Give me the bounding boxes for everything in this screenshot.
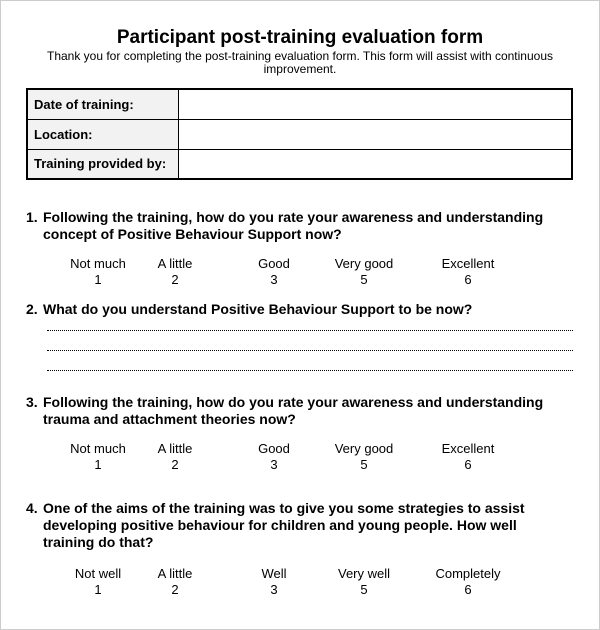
rating-option[interactable] bbox=[130, 441, 220, 473]
question-number: 4. bbox=[26, 500, 38, 516]
rating-label: Very good bbox=[334, 441, 394, 456]
date-field[interactable] bbox=[178, 89, 572, 119]
rating-value: 6 bbox=[464, 582, 472, 597]
rating-option[interactable] bbox=[319, 566, 409, 598]
rating-option[interactable] bbox=[130, 566, 220, 598]
table-row bbox=[27, 89, 572, 119]
rating-value: 5 bbox=[360, 457, 368, 472]
rating-option[interactable] bbox=[423, 256, 513, 288]
rating-value: 2 bbox=[171, 582, 179, 597]
answer-line[interactable] bbox=[47, 370, 573, 371]
rating-label: Excellent bbox=[441, 441, 495, 456]
rating-option[interactable] bbox=[423, 566, 513, 598]
provider-field[interactable] bbox=[178, 149, 572, 179]
rating-value: 3 bbox=[270, 582, 278, 597]
date-label: Date of training: bbox=[27, 89, 178, 119]
rating-option[interactable] bbox=[319, 441, 409, 473]
question-text: One of the aims of the training was to give you some strategies to assist developing positive behaviour for children and young people. How well training do that? bbox=[43, 500, 525, 550]
rating-label: A little bbox=[157, 566, 193, 581]
rating-label: Very good bbox=[334, 256, 394, 271]
rating-option[interactable] bbox=[130, 256, 220, 288]
rating-label: A little bbox=[157, 441, 193, 456]
rating-option[interactable] bbox=[319, 256, 409, 288]
rating-label: A little bbox=[157, 256, 193, 271]
rating-value: 5 bbox=[360, 272, 368, 287]
answer-line[interactable] bbox=[47, 330, 573, 331]
rating-option[interactable] bbox=[229, 256, 319, 288]
question-4 bbox=[26, 500, 566, 551]
rating-value: 3 bbox=[270, 272, 278, 287]
question-number: 1. bbox=[26, 209, 38, 225]
rating-value: 2 bbox=[171, 272, 179, 287]
table-row bbox=[27, 149, 572, 179]
rating-label: Good bbox=[258, 256, 290, 271]
info-table bbox=[26, 88, 573, 180]
question-text: Following the training, how do you rate your awareness and understanding trauma and attachment theories now? bbox=[43, 394, 544, 427]
rating-value: 3 bbox=[270, 457, 278, 472]
answer-line[interactable] bbox=[47, 350, 573, 351]
rating-value: 5 bbox=[360, 582, 368, 597]
provider-label: Training provided by: bbox=[27, 149, 178, 179]
question-text: What do you understand Positive Behaviour Support to be now? bbox=[43, 301, 473, 317]
location-field[interactable] bbox=[178, 119, 572, 149]
question-1 bbox=[26, 209, 566, 243]
table-row bbox=[27, 119, 572, 149]
rating-label: Completely bbox=[435, 566, 501, 581]
rating-label: Good bbox=[258, 441, 290, 456]
rating-option[interactable] bbox=[423, 441, 513, 473]
question-text: Following the training, how do you rate your awareness and understanding concept of Positive Behaviour Support now? bbox=[43, 209, 544, 242]
rating-value: 1 bbox=[94, 457, 102, 472]
rating-option[interactable] bbox=[229, 566, 319, 598]
form-subtitle: Thank you for completing the post-training evaluation form. This form will assist with continuous improvement. bbox=[46, 49, 553, 76]
rating-label: Not much bbox=[70, 256, 126, 271]
form-title: Participant post-training evaluation form bbox=[116, 27, 484, 48]
question-3 bbox=[26, 394, 566, 428]
question-number: 2. bbox=[26, 301, 38, 317]
location-label: Location: bbox=[27, 119, 178, 149]
rating-value: 2 bbox=[171, 457, 179, 472]
rating-label: Excellent bbox=[441, 256, 495, 271]
rating-label: Very well bbox=[337, 566, 391, 581]
rating-label: Well bbox=[261, 566, 287, 581]
rating-option[interactable] bbox=[229, 441, 319, 473]
rating-value: 6 bbox=[464, 457, 472, 472]
rating-value: 6 bbox=[464, 272, 472, 287]
rating-value: 1 bbox=[94, 272, 102, 287]
rating-label: Not well bbox=[74, 566, 122, 581]
rating-label: Not much bbox=[70, 441, 126, 456]
question-number: 3. bbox=[26, 394, 38, 410]
rating-value: 1 bbox=[94, 582, 102, 597]
question-2 bbox=[26, 301, 576, 318]
